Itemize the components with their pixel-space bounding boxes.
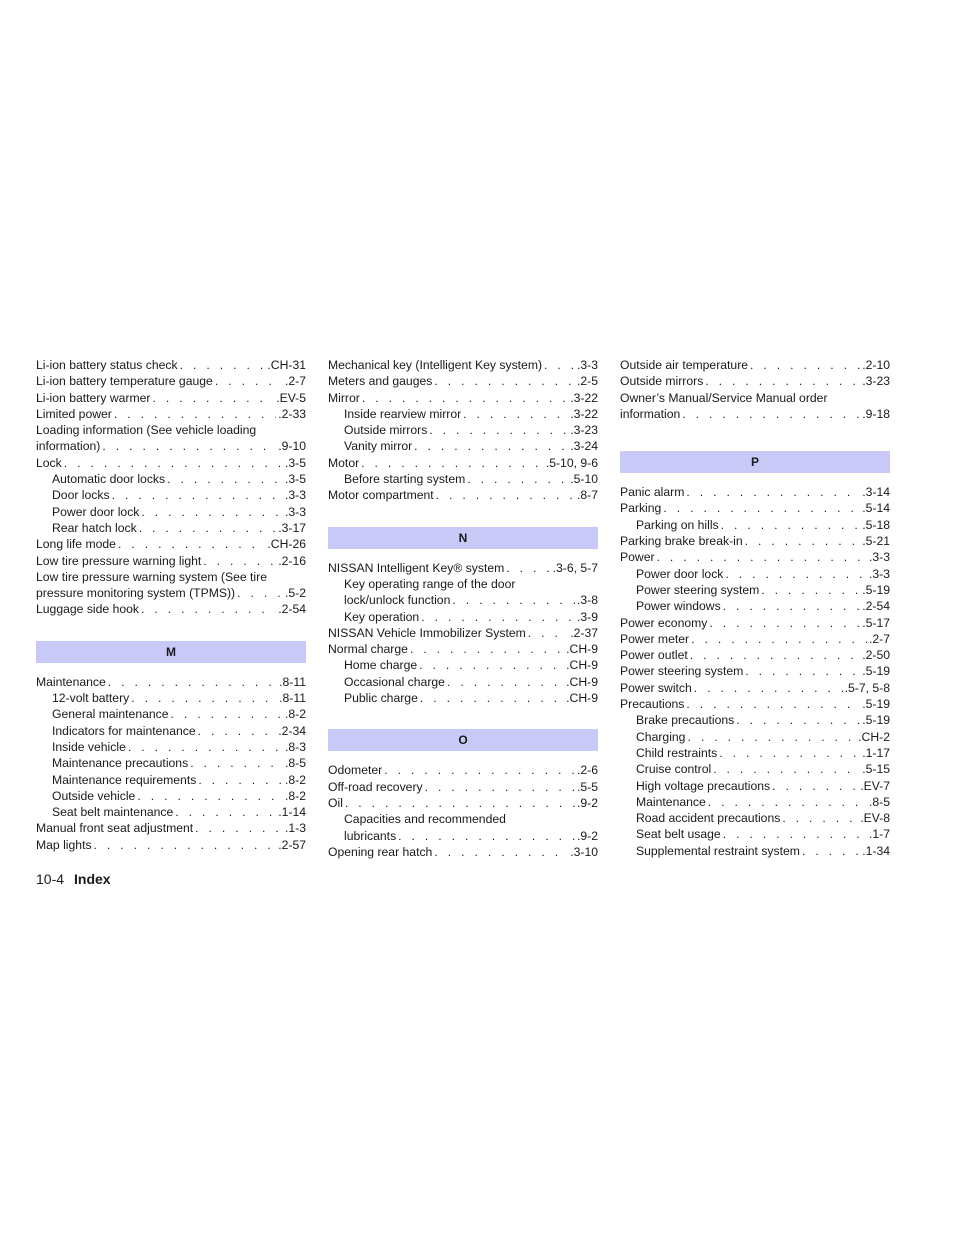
index-subentry: Seat belt usage . . . .1-7 [620, 826, 890, 842]
index-subentry: Child restraints . . . .1-17 [620, 745, 890, 761]
index-subentry: Vanity mirror . . . .3-24 [328, 438, 598, 454]
index-subentry: Key operation . . . .3-9 [328, 609, 598, 625]
index-column-3 [620, 357, 890, 859]
index-entry: Normal charge . . . .CH-9 [328, 641, 598, 657]
index-subentry: Indicators for maintenance . . . .2-34 [36, 723, 306, 739]
index-subentry: lock/unlock function . . . .3-8 [328, 592, 598, 608]
index-subentry: Capacities and recommended [344, 812, 506, 827]
index-entry: Low tire pressure warning light . . . .2-16 [36, 553, 306, 569]
index-entry: Outside mirrors . . . .3-23 [620, 373, 890, 389]
index-subentry: Power windows . . . .2-54 [620, 598, 890, 614]
index-subentry: Power door lock . . . .3-3 [36, 504, 306, 520]
index-subentry: lubricants . . . .9-2 [328, 828, 598, 844]
index-subentry: Door locks . . . .3-3 [36, 487, 306, 503]
index-entry: Outside air temperature . . . .2-10 [620, 357, 890, 373]
index-entry: Precautions . . . .5-19 [620, 696, 890, 712]
index-entry: Motor . . . .5-10, 9-6 [328, 455, 598, 471]
index-entry: information . . . .9-18 [620, 406, 890, 422]
index-subentry: Outside vehicle . . . .8-2 [36, 788, 306, 804]
index-subentry: 12-volt battery . . . .8-11 [36, 690, 306, 706]
index-entry: Loading information (See vehicle loading [36, 423, 257, 438]
index-subentry: Key operating range of the door [344, 576, 516, 591]
index-entry: Odometer . . . .2-6 [328, 762, 598, 778]
index-entry: Meters and gauges . . . .2-5 [328, 373, 598, 389]
index-entry: Maintenance . . . .8-11 [36, 674, 306, 690]
index-entry: Opening rear hatch . . . .3-10 [328, 844, 598, 860]
index-subentry: Charging . . . .CH-2 [620, 729, 890, 745]
index-entry: Parking . . . .5-14 [620, 500, 890, 516]
section-header-n: N [328, 527, 598, 549]
index-entry: NISSAN Vehicle Immobilizer System . . . .2-37 [328, 625, 598, 641]
index-subentry: Before starting system . . . .5-10 [328, 471, 598, 487]
index-entry: Motor compartment . . . .8-7 [328, 487, 598, 503]
index-subentry: Parking on hills . . . .5-18 [620, 517, 890, 533]
index-subentry: Power door lock . . . .3-3 [620, 566, 890, 582]
index-entry: Power . . . .3-3 [620, 549, 890, 565]
section-header-o: O [328, 729, 598, 751]
index-entry: information) . . . .9-10 [36, 438, 306, 454]
index-subentry: Supplemental restraint system . . . .1-34 [620, 843, 890, 859]
index-subentry: Public charge . . . .CH-9 [328, 690, 598, 706]
index-entry: Oil . . . .9-2 [328, 795, 598, 811]
index-entry: Map lights . . . .2-57 [36, 837, 306, 853]
index-entry: Manual front seat adjustment . . . .1-3 [36, 820, 306, 836]
section-title: Index [74, 871, 111, 887]
index-entry: Power economy . . . .5-17 [620, 615, 890, 631]
index-entry: Power switch . . . .5-7, 5-8 [620, 680, 890, 696]
index-entry: NISSAN Intelligent Key® system . . . .3-6, 5-7 [328, 560, 598, 576]
index-entry: Owner’s Manual/Service Manual order [620, 390, 828, 405]
index-subentry: Seat belt maintenance . . . .1-14 [36, 804, 306, 820]
section-header-m: M [36, 641, 306, 663]
index-subentry: Occasional charge . . . .CH-9 [328, 674, 598, 690]
index-subentry: General maintenance . . . .8-2 [36, 706, 306, 722]
index-subentry: Road accident precautions . . . .EV-8 [620, 810, 890, 826]
index-entry: Li-ion battery warmer . . . .EV-5 [36, 390, 306, 406]
index-entry: Low tire pressure warning system (See tire [36, 569, 267, 584]
index-entry: Panic alarm . . . .3-14 [620, 484, 890, 500]
page-number: 10-4 [36, 871, 65, 887]
index-entry: Luggage side hook . . . .2-54 [36, 601, 306, 617]
index-subentry: High voltage precautions . . . .EV-7 [620, 778, 890, 794]
index-subentry: Maintenance precautions . . . .8-5 [36, 755, 306, 771]
index-entry: Long life mode . . . .CH-26 [36, 536, 306, 552]
index-subentry: Power steering system . . . .5-19 [620, 582, 890, 598]
index-subentry: Inside vehicle . . . .8-3 [36, 739, 306, 755]
index-subentry: Automatic door locks . . . .3-5 [36, 471, 306, 487]
index-entry: Power outlet . . . .2-50 [620, 647, 890, 663]
index-subentry: Rear hatch lock . . . .3-17 [36, 520, 306, 536]
index-subentry: Home charge . . . .CH-9 [328, 657, 598, 673]
page-footer [36, 870, 111, 888]
index-entry: pressure monitoring system (TPMS)) . . . .5-2 [36, 585, 306, 601]
index-column-1 [36, 357, 306, 853]
index-entry: Lock . . . .3-5 [36, 455, 306, 471]
index-subentry: Cruise control . . . .5-15 [620, 761, 890, 777]
index-entry: Li-ion battery status check . . . .CH-31 [36, 357, 306, 373]
index-subentry: Maintenance . . . .8-5 [620, 794, 890, 810]
index-entry: Mechanical key (Intelligent Key system) . . . .3-3 [328, 357, 598, 373]
index-entry: Li-ion battery temperature gauge . . . .2-7 [36, 373, 306, 389]
index-entry: Parking brake break-in . . . .5-21 [620, 533, 890, 549]
index-entry: Mirror . . . .3-22 [328, 390, 598, 406]
index-subentry: Outside mirrors . . . .3-23 [328, 422, 598, 438]
section-header-p: P [620, 451, 890, 473]
index-subentry: Maintenance requirements . . . .8-2 [36, 772, 306, 788]
index-column-2 [328, 357, 598, 860]
index-entry: Off-road recovery . . . .5-5 [328, 779, 598, 795]
index-entry: Power meter . . . .2-7 [620, 631, 890, 647]
index-subentry: Brake precautions . . . .5-19 [620, 712, 890, 728]
index-subentry: Inside rearview mirror . . . .3-22 [328, 406, 598, 422]
index-entry: Limited power . . . .2-33 [36, 406, 306, 422]
index-entry: Power steering system . . . .5-19 [620, 663, 890, 679]
